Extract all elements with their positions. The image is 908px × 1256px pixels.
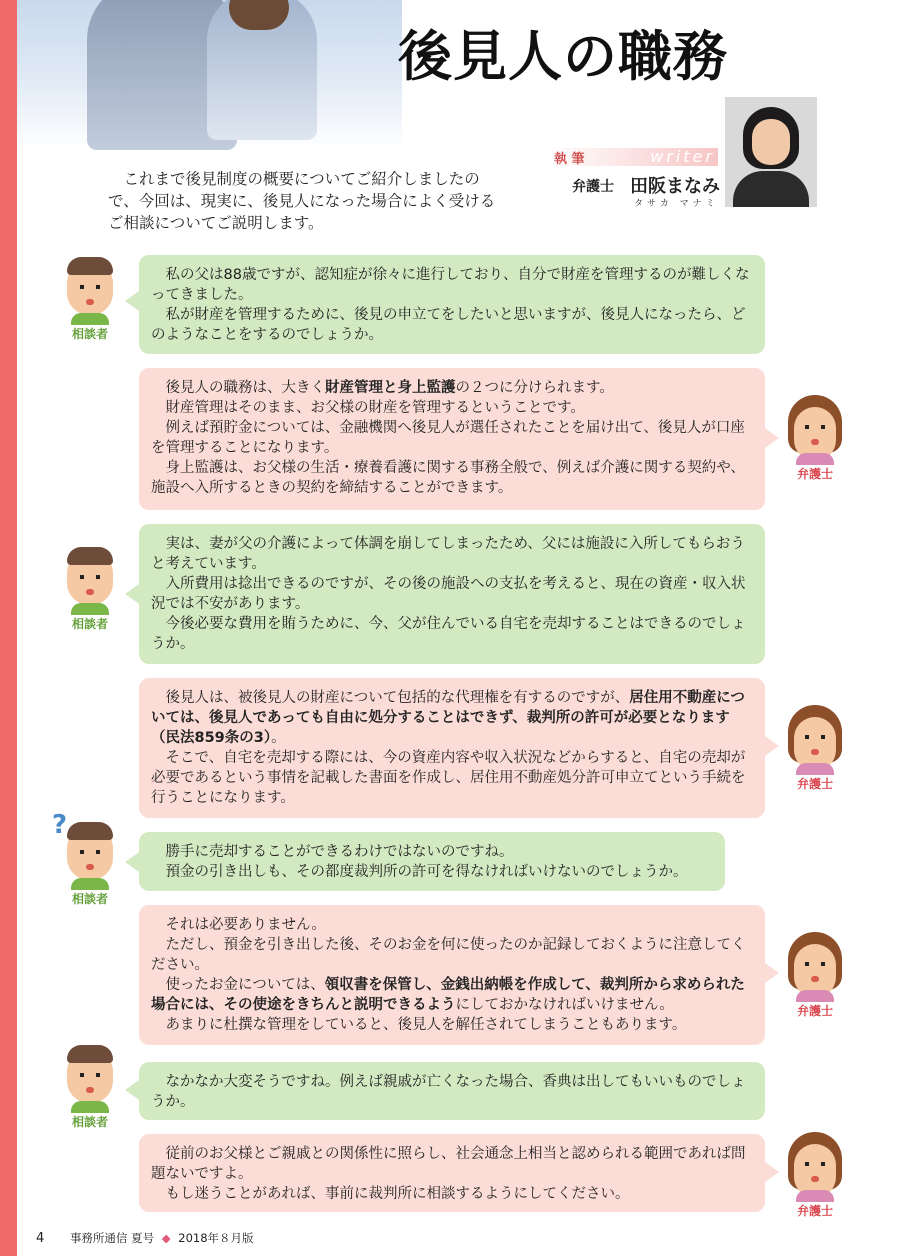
- avatar-mouth: [811, 976, 819, 982]
- avatar-mouth: [811, 1176, 819, 1182]
- avatar-shirt: [71, 878, 109, 890]
- avatar-shirt: [71, 603, 109, 615]
- writer-label: 執 筆: [554, 152, 585, 167]
- avatar-eyes: [80, 850, 100, 854]
- client-bubble: [139, 524, 765, 664]
- bold-text: 居住用不動産については、後見人であっても自由に処分することはできず、裁判所の許可が必要となります（民法859条の3）: [151, 690, 745, 746]
- bubble-paragraph: 勝手に売却することができるわけではないのですね。: [165, 844, 514, 860]
- text-run: 後見人は、被後見人の財産について包括的な代理権を有するのですが、: [165, 690, 630, 706]
- lawyer-label: 弁護士: [796, 777, 833, 791]
- writer-credit: [548, 148, 723, 210]
- avatar-mouth: [811, 439, 819, 445]
- avatar-hair: [67, 257, 113, 275]
- lawyer-bubble: [139, 678, 765, 818]
- text-run: 後見人の職務は、大きく: [165, 380, 325, 396]
- bubble-tail: [765, 1162, 779, 1182]
- avatar-eyes: [80, 575, 100, 579]
- bubble-paragraph: 財産管理はそのまま、お父様の財産を管理するということです。: [165, 400, 585, 416]
- avatar-mouth: [86, 589, 94, 595]
- bubble-paragraph: あまりに杜撰な管理をしていると、後見人を解任されてしまうこともあります。: [165, 1017, 687, 1033]
- bubble-paragraph: そこで、自宅を売却する際には、今の資産内容や収入状況などからすると、自宅の売却が必要であるという事情を記載した書面を作成し、居住用不動産処分許可申立てという手続を行うことになります。: [151, 750, 746, 806]
- bubble-tail: [125, 852, 139, 872]
- bubble-paragraph: 入所費用は捻出できるのですが、その後の施設への支払を考えると、現在の資産・収入状況では不安があります。: [151, 576, 746, 612]
- bubble-paragraph: 従前のお父様とご親戚との関係性に照らし、社会通念上相当と認められる範囲であれば問題ないですよ。: [151, 1146, 746, 1182]
- page-title: 後見人の職務: [398, 25, 728, 88]
- author-photo-face: [752, 119, 790, 165]
- lawyer-avatar: [780, 395, 850, 481]
- bubble-tail: [765, 736, 779, 756]
- avatar-eyes: [805, 735, 825, 739]
- text-run: 。: [271, 730, 286, 746]
- question-mark-icon: ?: [52, 810, 68, 840]
- caregiver-hair: [229, 0, 289, 30]
- bubble-paragraph: [151, 688, 751, 748]
- header-photo: [17, 0, 402, 150]
- avatar-hair: [67, 547, 113, 565]
- avatar-mouth: [86, 299, 94, 305]
- bold-text: 領収書を保管し、金銭出納帳を作成して、裁判所から求められた場合には、その使途をきちんと説明できるよう: [151, 977, 745, 1013]
- bubble-paragraph: 私が財産を管理するために、後見の申立てをしたいと思いますが、後見人になったら、どのようなことをするのでしょうか。: [151, 307, 746, 343]
- avatar-eyes: [80, 1073, 100, 1077]
- lawyer-bubble: [139, 1134, 765, 1212]
- avatar-shirt: [796, 990, 834, 1002]
- left-accent-bar: [0, 0, 17, 1256]
- avatar-eyes: [805, 425, 825, 429]
- bubble-paragraph: [151, 975, 751, 1015]
- bubble-tail: [765, 428, 779, 448]
- page-footer: [36, 1230, 254, 1246]
- lawyer-label: 弁護士: [796, 1004, 833, 1018]
- bubble-tail: [125, 1080, 139, 1100]
- avatar-shirt: [71, 313, 109, 325]
- writer-role: 弁護士: [572, 179, 614, 195]
- avatar-shirt: [796, 1190, 834, 1202]
- publication-name: 事務所通信 夏号: [69, 1231, 155, 1245]
- text-run: 使ったお金については、: [165, 977, 325, 993]
- lawyer-bubble: [139, 368, 765, 510]
- intro-line: で、今回は、現実に、後見人になった場合によく受ける: [108, 192, 496, 210]
- author-photo: [725, 97, 817, 207]
- intro-line: ご相談についてご説明します。: [108, 214, 324, 232]
- client-bubble: [139, 832, 725, 891]
- intro-line: これまで後見制度の概要についてご紹介しましたの: [123, 170, 480, 188]
- author-photo-body: [733, 171, 809, 207]
- bubble-tail: [765, 963, 779, 983]
- bubble-paragraph: 今後必要な費用を賄うために、今、父が住んでいる自宅を売却することはできるのでしょうか。: [151, 616, 746, 652]
- client-label: 相談者: [71, 892, 108, 906]
- bubble-paragraph: 実は、妻が父の介護によって体調を崩してしまったため、父には施設に入所してもらおうと考えています。: [151, 536, 745, 572]
- page-number: 4: [36, 1231, 45, 1246]
- client-avatar: [55, 255, 125, 341]
- avatar-mouth: [86, 864, 94, 870]
- text-run: にしておかなければいけません。: [455, 997, 674, 1013]
- writer-label-en: writer: [650, 147, 715, 166]
- client-bubble: [139, 255, 765, 354]
- bubble-paragraph: ただし、預金を引き出した後、そのお金を何に使ったのか記録しておくように注意してください。: [151, 937, 746, 973]
- bubble-paragraph: 身上監護は、お父様の生活・療養看護に関する事務全般で、例えば介護に関する契約や、施設へ入所するときの契約を締結することができます。: [151, 460, 745, 496]
- lawyer-label: 弁護士: [796, 467, 833, 481]
- bubble-paragraph: もし迷うことがあれば、事前に裁判所に相談するようにしてください。: [165, 1186, 630, 1202]
- client-avatar: [55, 545, 125, 631]
- bubble-paragraph: 預金の引き出しも、その都度裁判所の許可を得なければいけないのでしょうか。: [165, 864, 688, 880]
- avatar-eyes: [805, 1162, 825, 1166]
- avatar-shirt: [796, 763, 834, 775]
- client-label: 相談者: [71, 617, 108, 631]
- text-run: の２つに分けられます。: [455, 380, 614, 396]
- lawyer-avatar: [780, 705, 850, 791]
- avatar-eyes: [80, 285, 100, 289]
- client-avatar: [55, 1043, 125, 1129]
- client-avatar: [55, 820, 125, 906]
- avatar-mouth: [86, 1087, 94, 1093]
- diamond-icon: ◆: [161, 1231, 171, 1245]
- client-label: 相談者: [71, 1115, 108, 1129]
- bubble-tail: [125, 291, 139, 311]
- avatar-shirt: [796, 453, 834, 465]
- bubble-paragraph: 私の父は88歳ですが、認知症が徐々に進行しており、自分で財産を管理するのが難しくなってきました。: [151, 267, 750, 303]
- avatar-shirt: [71, 1101, 109, 1113]
- writer-name: 田阪まなみ: [630, 176, 720, 197]
- edition-date: 2018年８月版: [178, 1231, 254, 1245]
- lawyer-label: 弁護士: [796, 1204, 833, 1218]
- lawyer-avatar: [780, 932, 850, 1018]
- lawyer-avatar: [780, 1132, 850, 1218]
- intro-text: [108, 168, 538, 234]
- writer-kana: タサカ マナミ: [634, 199, 719, 209]
- bold-text: 財産管理と身上監護: [325, 380, 456, 396]
- bubble-paragraph: [151, 378, 751, 398]
- client-bubble: [139, 1062, 765, 1120]
- avatar-hair: [67, 822, 113, 840]
- avatar-eyes: [805, 962, 825, 966]
- bubble-tail: [125, 584, 139, 604]
- lawyer-bubble: [139, 905, 765, 1045]
- bubble-paragraph: 例えば預貯金については、金融機関へ後見人が選任されたことを届け出て、後見人が口座を管理することになります。: [151, 420, 745, 456]
- client-label: 相談者: [71, 327, 108, 341]
- avatar-mouth: [811, 749, 819, 755]
- bubble-paragraph: なかなか大変そうですね。例えば親戚が亡くなった場合、香典は出してもいいものでしょうか。: [151, 1074, 746, 1110]
- avatar-hair: [67, 1045, 113, 1063]
- bubble-paragraph: それは必要ありません。: [165, 917, 326, 933]
